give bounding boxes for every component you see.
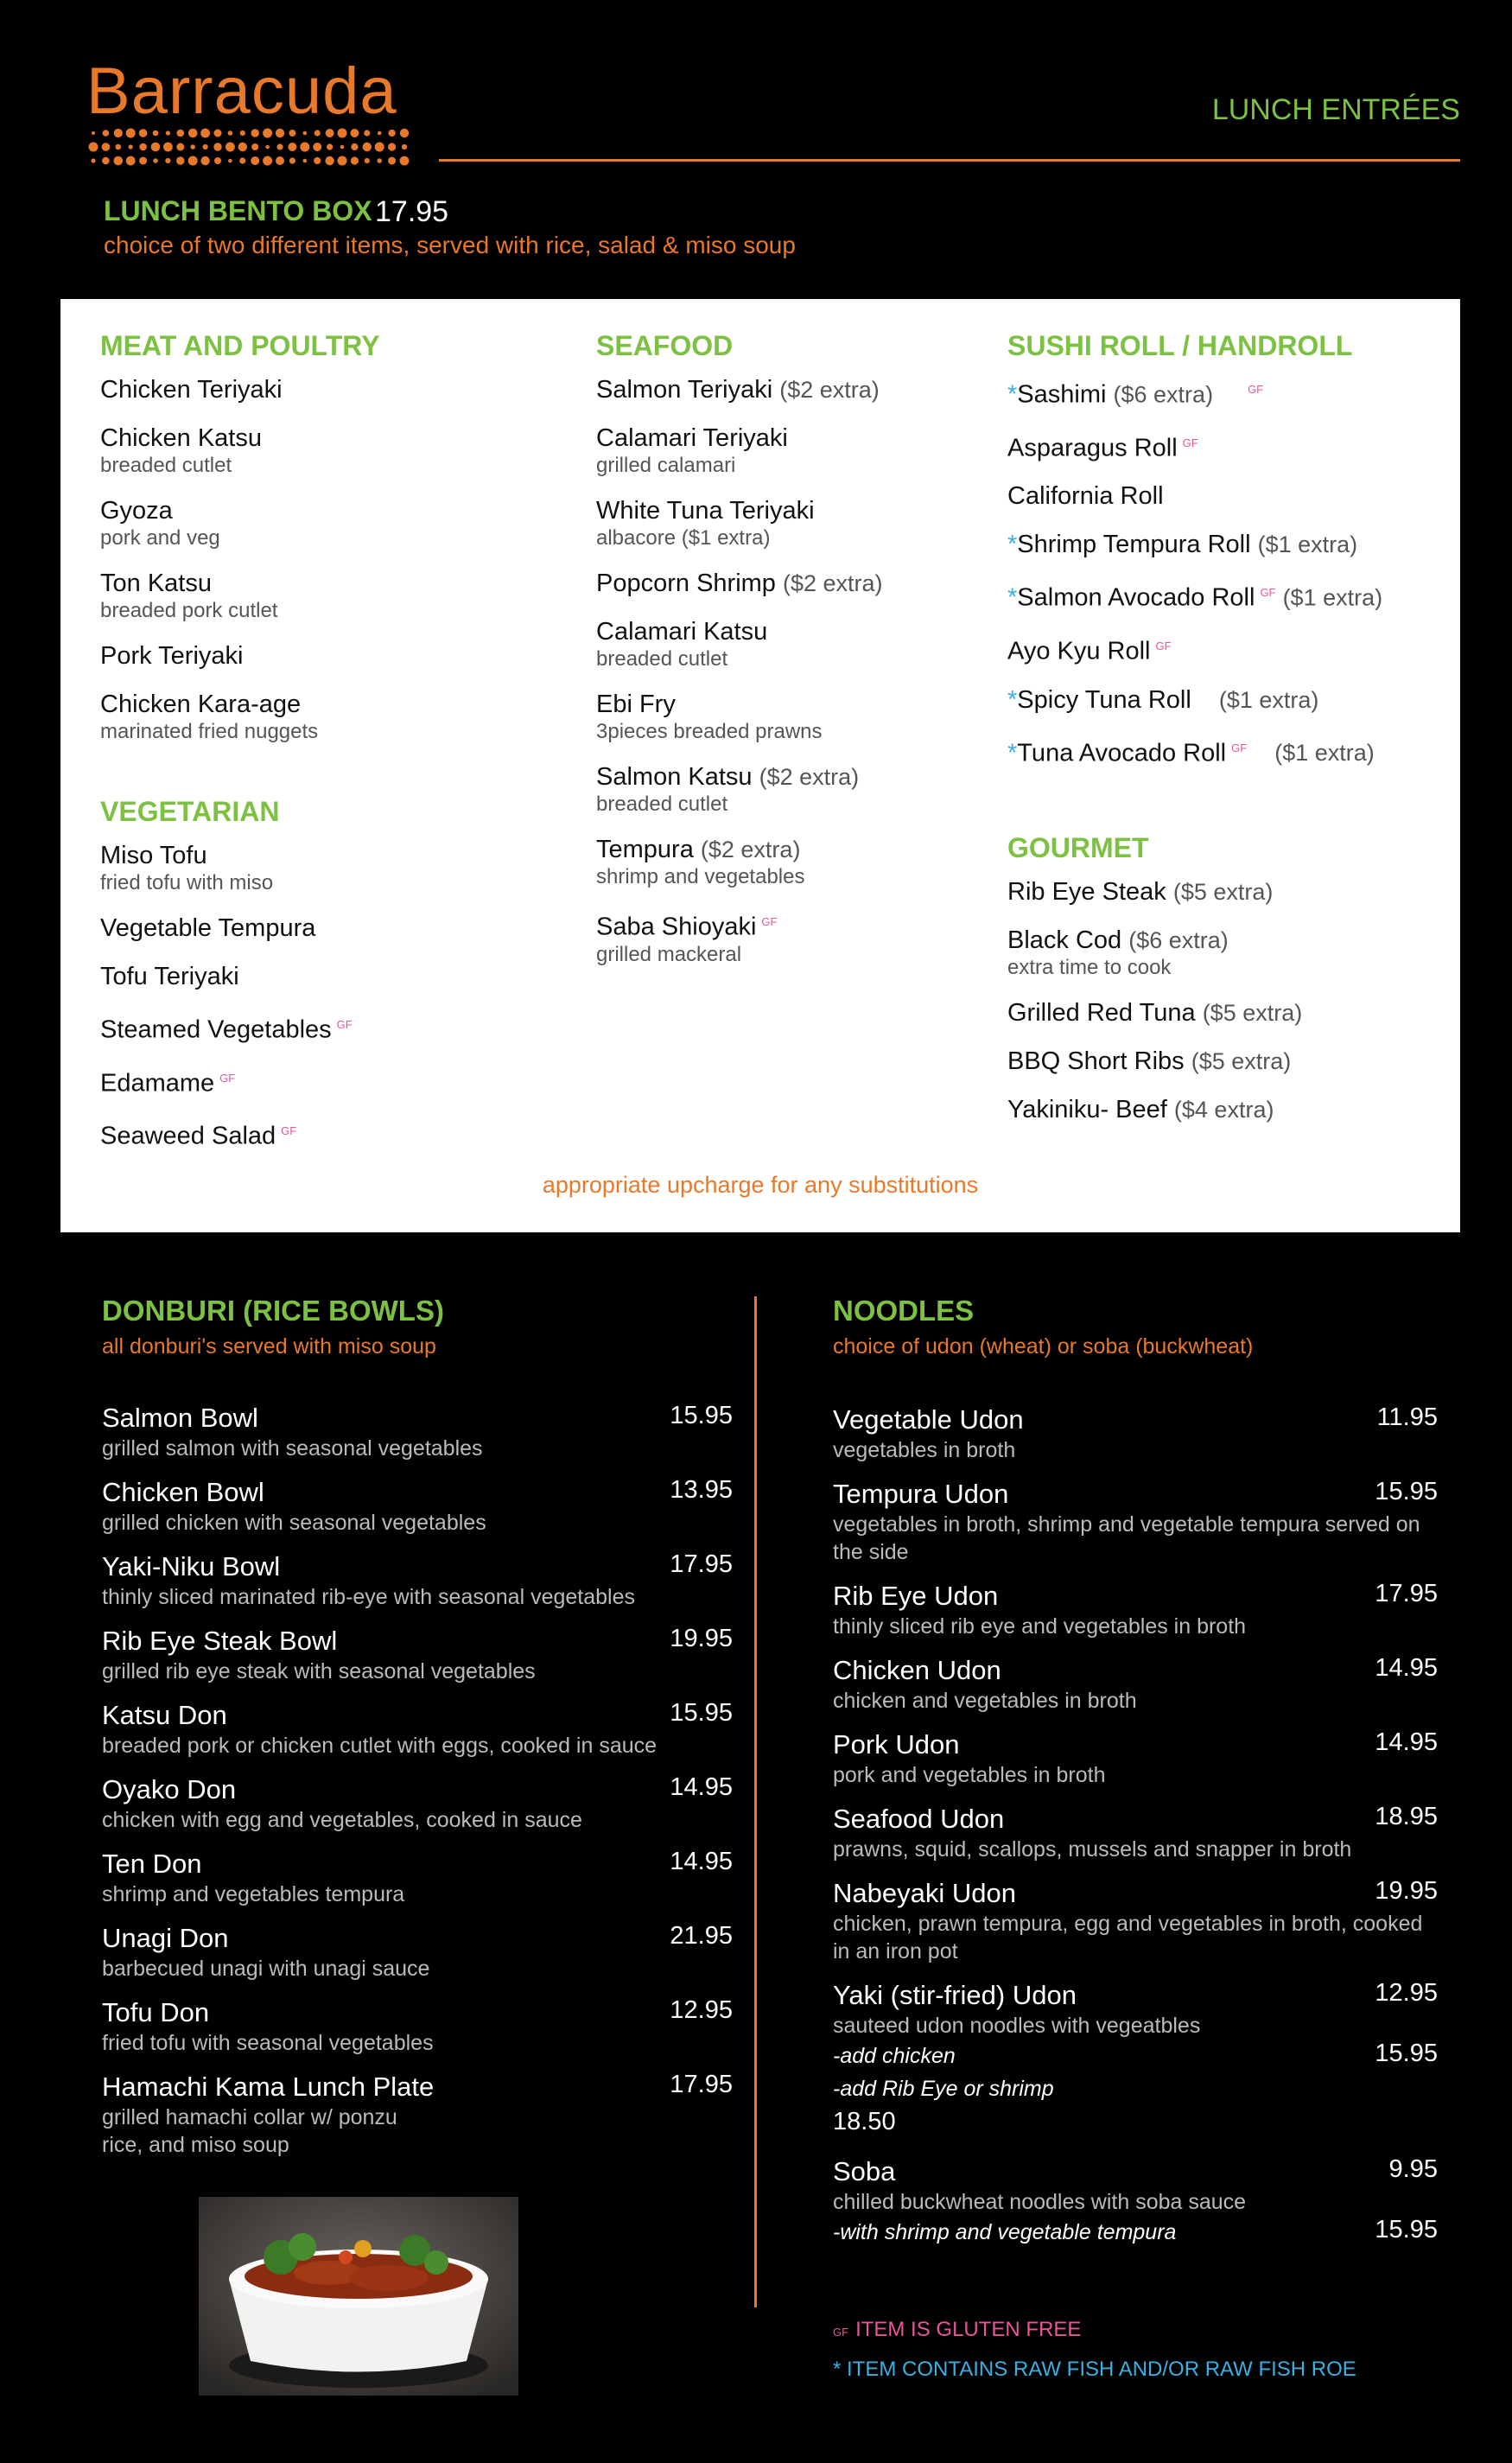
menu-item: Tofu Teriyaki [100, 963, 239, 990]
seafood-heading: SEAFOOD [596, 330, 734, 361]
menu-item: Katsu Don 15.95 breaded pork or chicken cutlet with eggs, cooked in sauce [102, 1699, 733, 1758]
menu-item: Hamachi Kama Lunch Plate 17.95 grilled hamachi collar w/ ponzu rice, and miso soup [102, 2071, 733, 2157]
menu-item: Ton Katsu breaded pork cutlet [100, 570, 278, 622]
price: 14.95 [670, 1773, 733, 1801]
logo-dot [365, 158, 370, 163]
page-title: LUNCH ENTRÉES [1211, 93, 1460, 126]
price: 18.95 [1375, 1803, 1438, 1830]
menu-item: Vegetable Udon 11.95 vegetables in broth [833, 1403, 1438, 1462]
menu-item: *Salmon Avocado Roll $^{GF}$ ($1 extra) [1007, 583, 1383, 612]
logo-dot [400, 156, 410, 166]
logo-dot [389, 130, 396, 137]
gluten-free-mark: GF [1260, 586, 1276, 600]
gluten-free-mark: GF [336, 1018, 353, 1031]
price: 11.95 [1376, 1403, 1438, 1431]
logo-dot [190, 144, 195, 150]
logo: Barracuda [86, 54, 397, 128]
logo-dot [153, 158, 158, 163]
logo-dot [166, 130, 170, 135]
logo-dot [139, 129, 148, 137]
price: 15.95 [670, 1699, 733, 1727]
price: 13.95 [670, 1476, 733, 1504]
price: 18.50 [833, 2108, 896, 2135]
logo-dot [151, 143, 161, 152]
menu-item: Chicken Teriyaki [100, 376, 283, 404]
menu-item: Popcorn Shrimp ($2 extra) [596, 570, 883, 597]
menu-item: Yaki (stir-fried) Udon 12.95 sauteed udon noodles with vegeatbles -add chicken 15.95 -add Rib Eye or shrimp 18.50 [833, 1979, 1438, 2138]
menu-item: Chicken Bowl 13.95 grilled chicken with seasonal vegetables [102, 1476, 733, 1535]
logo-dot [200, 156, 209, 165]
logo-dot [238, 143, 247, 151]
gluten-free-legend: GF ITEM IS GLUTEN FREE [833, 2318, 1082, 2341]
menu-item: Rib Eye Udon 17.95 thinly sliced rib eye and vegetables in broth [833, 1580, 1438, 1639]
logo-dot [276, 143, 283, 150]
logo-dot [102, 157, 110, 165]
menu-item: Chicken Katsu breaded cutlet [100, 424, 262, 477]
noodles-subtitle: choice of udon (wheat) or soba (buckwheat) [833, 1334, 1254, 1359]
logo-dot [91, 158, 95, 162]
logo-dot [163, 143, 173, 152]
logo-dot [176, 156, 184, 164]
menu-item: Ten Don 14.95 shrimp and vegetables tempura [102, 1848, 733, 1906]
logo-dot [289, 157, 295, 163]
logo-dot [251, 129, 259, 137]
menu-item: Vegetable Tempura [100, 914, 316, 942]
menu-item: Miso Tofu fried tofu with miso [100, 842, 274, 894]
logo-dot [188, 129, 198, 138]
raw-fish-star: * [1007, 739, 1018, 767]
logo-dot [126, 129, 136, 138]
logo-dot [375, 143, 384, 152]
sushi-heading: SUSHI ROLL / HANDROLL [1007, 330, 1353, 361]
menu-item: *Sashimi ($6 extra) $^{GF}$ [1007, 380, 1264, 409]
menu-item: Salmon Bowl 15.95 grilled salmon with seasonal vegetables [102, 1402, 733, 1461]
price: 15.95 [1375, 1478, 1438, 1505]
menu-item: Tempura Udon 15.95 vegetables in broth, shrimp and vegetable tempura served on the side [833, 1478, 1438, 1564]
gluten-free-mark: GF [1248, 383, 1264, 396]
menu-item: Calamari Katsu breaded cutlet [596, 618, 768, 671]
price: 12.95 [1375, 1979, 1438, 2007]
gourmet-heading: GOURMET [1007, 832, 1149, 864]
logo-dot [340, 145, 345, 150]
price: 15.95 [670, 1402, 733, 1429]
menu-item: *Spicy Tuna Roll ($1 extra) [1007, 685, 1319, 714]
logo-dot [102, 143, 111, 151]
logo-dot [338, 129, 347, 138]
menu-item: Asparagus Roll $^{GF}$ [1007, 434, 1198, 462]
logo-dot [203, 144, 208, 150]
bento-description: choice of two different items, served with rice, salad & miso soup [104, 232, 796, 258]
logo-dot [103, 130, 110, 137]
meat-heading: MEAT AND POULTRY [100, 330, 380, 361]
vegetarian-heading: VEGETARIAN [100, 796, 280, 827]
menu-item: Tofu Don 12.95 fried tofu with seasonal vegetables [102, 1996, 733, 2055]
logo-dot [176, 143, 184, 151]
logo-dot [350, 129, 359, 137]
logo-dot [214, 157, 221, 164]
donburi-heading: DONBURI (RICE BOWLS) [102, 1295, 444, 1327]
logo-dot [351, 156, 359, 164]
raw-fish-star: * [1007, 583, 1018, 612]
menu-item: Calamari Teriyaki grilled calamari [596, 424, 788, 477]
noodles-heading: NOODLES [833, 1295, 975, 1327]
menu-item: Edamame $^{GF}$ [100, 1069, 236, 1098]
logo-dot [263, 129, 272, 138]
price: 15.95 [1375, 2216, 1438, 2243]
price: 17.95 [670, 2071, 733, 2098]
menu-item: California Roll [1007, 482, 1164, 511]
menu-item: Yaki-Niku Bowl 17.95 thinly sliced marinated rib-eye with seasonal vegetables [102, 1550, 733, 1609]
gluten-free-mark: GF [219, 1071, 236, 1085]
logo-dot [177, 130, 185, 137]
gluten-free-mark: GF [1182, 436, 1198, 449]
price: 17.95 [1375, 1580, 1438, 1607]
price: 9.95 [1388, 2155, 1438, 2183]
logo-dot [314, 130, 321, 136]
menu-item: Salmon Katsu ($2 extra) breaded cutlet [596, 763, 860, 816]
logo-dot [326, 129, 334, 137]
price: 14.95 [1375, 1728, 1438, 1756]
logo-dot [153, 130, 159, 137]
logo-dot [139, 157, 147, 165]
donburi-section [102, 1295, 733, 2263]
logo-dot [303, 159, 308, 163]
menu-item: Seafood Udon 18.95 prawns, squid, scallops, mussels and snapper in broth [833, 1803, 1438, 1862]
raw-fish-star: * [1007, 380, 1018, 409]
logo-dot [92, 131, 95, 135]
donburi-subtitle: all donburi's served with miso soup [102, 1334, 436, 1359]
logo-dot [116, 144, 122, 150]
logo-dot [276, 129, 284, 137]
menu-item: Steamed Vegetables $^{GF}$ [100, 1015, 353, 1044]
logo-dot [338, 156, 347, 166]
logo-dot [240, 130, 245, 136]
logo-dot [114, 156, 124, 166]
addon-row: -with shrimp and vegetable tempura 15.95 [833, 2216, 1438, 2244]
menu-item: Salmon Teriyaki ($2 extra) [596, 376, 880, 404]
logo-dot [325, 156, 334, 165]
price: 19.95 [670, 1625, 733, 1652]
logo-dot [139, 143, 147, 151]
menu-item: Pork Udon 14.95 pork and vegetables in broth [833, 1728, 1438, 1787]
logo-dot [239, 157, 245, 163]
menu-item: Unagi Don 21.95 barbecued unagi with unagi sauce [102, 1922, 733, 1981]
gluten-free-mark: GF [281, 1124, 297, 1138]
logo-dot [129, 144, 133, 149]
logo-dot [402, 144, 407, 150]
logo-dot [327, 143, 333, 150]
substitution-note: appropriate upcharge for any substitutions [542, 1172, 979, 1198]
logo-dot [251, 156, 259, 165]
logo-dot [126, 156, 136, 166]
price: 21.95 [670, 1922, 733, 1950]
menu-item: *Shrimp Tempura Roll ($1 extra) [1007, 531, 1358, 559]
logo-dot [251, 143, 258, 150]
noodles-section [833, 1295, 1438, 2418]
menu-item: Gyoza pork and veg [100, 497, 220, 550]
gluten-free-mark: GF [1155, 639, 1172, 652]
logo-dot [303, 131, 308, 136]
gluten-free-mark: GF [761, 915, 778, 928]
menu-item: Saba Shioyaki $^{GF}$ grilled mackeral [596, 913, 778, 966]
logo-dot [265, 145, 270, 150]
logo-dot [288, 143, 296, 151]
column-divider [754, 1296, 757, 2307]
logo-dot [351, 143, 358, 150]
logo-dot [188, 156, 198, 166]
logo-dot [89, 143, 98, 152]
menu-item: Nabeyaki Udon 19.95 chicken, prawn tempura, egg and vegetables in broth, cooked in an iron pot [833, 1877, 1438, 1963]
menu-item: Grilled Red Tuna ($5 extra) [1007, 999, 1303, 1028]
price: 14.95 [670, 1848, 733, 1875]
logo-dot [377, 158, 382, 163]
logo-dot [313, 143, 321, 151]
logo-dot [276, 156, 284, 165]
header-divider [439, 159, 1460, 162]
rice-bowl-photo [199, 2197, 518, 2396]
logo-dots-graphic [88, 128, 416, 168]
logo-dot [314, 157, 321, 164]
logo-dot [364, 130, 370, 136]
logo-dot [226, 143, 235, 152]
logo-dot [114, 129, 123, 137]
gluten-free-mark: GF [1231, 741, 1248, 754]
logo-dot [228, 130, 233, 136]
menu-item: Ebi Fry 3pieces breaded prawns [596, 691, 823, 743]
price: 12.95 [670, 1996, 733, 2024]
logo-dot [165, 158, 170, 163]
raw-fish-star: * [1007, 685, 1018, 714]
logo-dot [388, 143, 396, 150]
logo-dot [214, 130, 222, 137]
menu-item: Chicken Kara-age marinated fried nuggets [100, 691, 319, 743]
bento-price: 17.95 [375, 195, 449, 228]
menu-item: *Tuna Avocado Roll $^{GF}$ ($1 extra) [1007, 739, 1375, 767]
price: 19.95 [1375, 1877, 1438, 1905]
menu-item: Pork Teriyaki [100, 642, 244, 670]
addon-row: -add Rib Eye or shrimp [833, 2077, 1054, 2101]
logo-dot [200, 129, 210, 138]
menu-item: Rib Eye Steak Bowl 19.95 grilled rib eye steak with seasonal vegetables [102, 1625, 733, 1683]
logo-dot [289, 130, 295, 137]
menu-item: White Tuna Teriyaki albacore ($1 extra) [596, 497, 815, 550]
menu-item: BBQ Short Ribs ($5 extra) [1007, 1047, 1292, 1076]
logo-dot [400, 129, 409, 137]
menu-item: Oyako Don 14.95 chicken with egg and vegetables, cooked in sauce [102, 1773, 733, 1832]
addon-row: -add chicken 15.95 [833, 2040, 1438, 2068]
price: 17.95 [670, 1550, 733, 1578]
raw-fish-legend: * ITEM CONTAINS RAW FISH AND/OR RAW FISH ROE [833, 2358, 1356, 2381]
logo-dot [228, 159, 232, 163]
menu-item: Chicken Udon 14.95 chicken and vegetables in broth [833, 1654, 1438, 1713]
menu-item: Tempura ($2 extra) shrimp and vegetables [596, 836, 805, 888]
bento-title: LUNCH BENTO BOX [104, 195, 372, 226]
logo-dot [263, 156, 272, 166]
logo-dot [300, 143, 309, 152]
price: 15.95 [1375, 2040, 1438, 2067]
logo-dot [213, 143, 221, 150]
menu-item: Soba 9.95 chilled buckwheat noodles with soba sauce -with shrimp and vegetable tempura 15.95 [833, 2155, 1438, 2249]
raw-fish-star: * [833, 2358, 842, 2381]
seafood-column [596, 330, 976, 984]
gluten-free-mark: GF [833, 2326, 849, 2339]
price: 14.95 [1375, 1654, 1438, 1682]
logo-dot [363, 143, 372, 151]
bento-choices-panel [60, 299, 1460, 1232]
menu-item: Yakiniku- Beef ($4 extra) [1007, 1096, 1274, 1124]
meat-column [100, 330, 550, 1169]
raw-fish-star: * [1007, 531, 1018, 559]
logo-dot [378, 131, 382, 136]
menu-item: Seaweed Salad $^{GF}$ [100, 1122, 297, 1150]
sushi-column [1007, 330, 1439, 1142]
menu-item: Rib Eye Steak ($5 extra) [1007, 878, 1274, 907]
menu-item: Black Cod ($6 extra) extra time to cook [1007, 926, 1229, 980]
menu-item: Ayo Kyu Roll $^{GF}$ [1007, 637, 1172, 665]
logo-dot [388, 157, 396, 165]
